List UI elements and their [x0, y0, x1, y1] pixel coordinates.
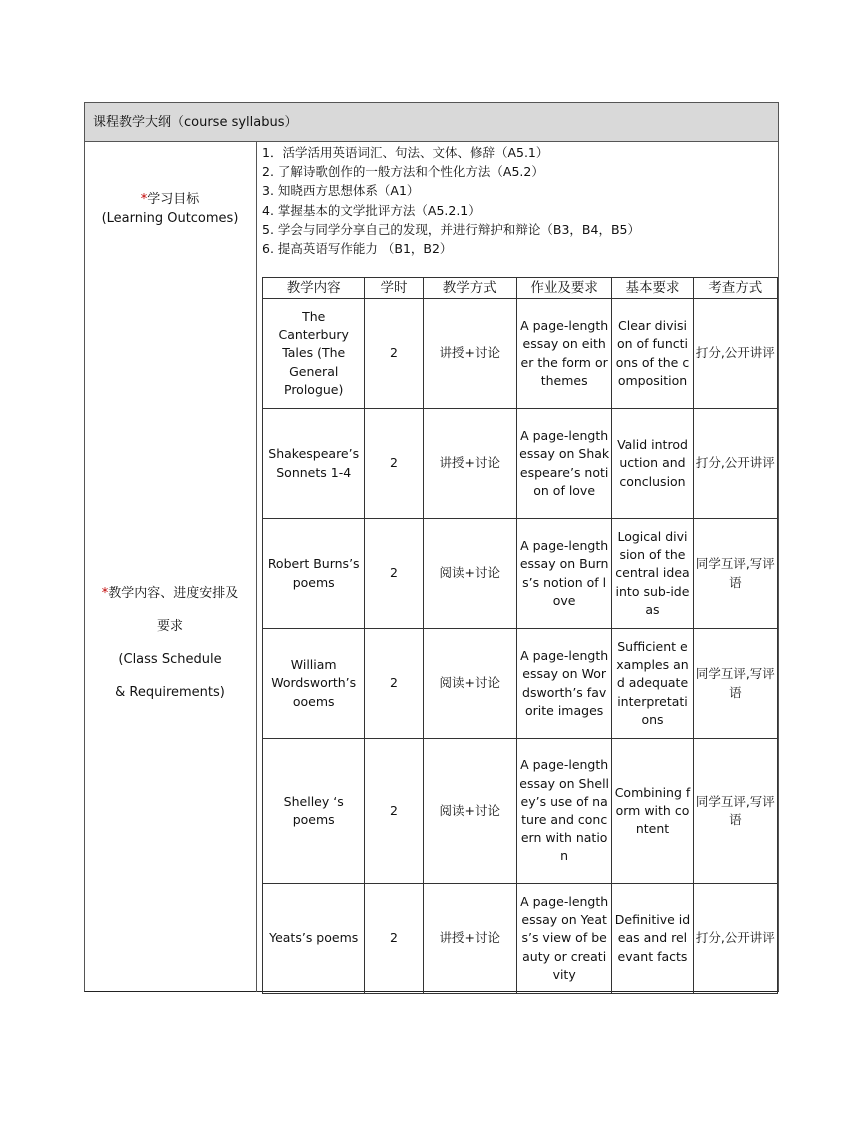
cell-method: 讲授+讨论	[423, 299, 516, 409]
outcome-item: 3. 知晓西方思想体系（A1）	[262, 183, 420, 199]
outcome-item: 5. 学会与同学分享自己的发现，并进行辩护和辩论（B3，B4，B5）	[262, 221, 640, 237]
learning-outcomes-label-en: (Learning Outcomes)	[101, 211, 239, 226]
learning-outcomes-label-cn: *学习目标	[140, 192, 200, 207]
outcome-item: 6. 提高英语写作能力 （B1，B2）	[262, 241, 453, 257]
cell-basic: Clear division of functions of the composition	[612, 299, 693, 409]
cell-assessment: 打分,公开讲评	[693, 299, 777, 409]
cell-hours: 2	[365, 629, 423, 739]
cell-hours: 2	[365, 519, 423, 629]
cell-assignment: A page-length essay on Burns’s notion of love	[516, 519, 611, 629]
cell-assessment: 打分,公开讲评	[693, 884, 777, 994]
cell-content: Robert Burns’s poems	[263, 519, 365, 629]
cell-method: 阅读+讨论	[423, 519, 516, 629]
cell-content: William Wordsworth’s ooems	[263, 629, 365, 739]
col-header-assessment: 考查方式	[693, 278, 777, 299]
cell-assessment: 打分,公开讲评	[693, 409, 777, 519]
col-header-hours: 学时	[365, 278, 423, 299]
cell-method: 讲授+讨论	[423, 409, 516, 519]
schedule-label-cn-2: 要求	[156, 619, 183, 634]
col-header-assignment: 作业及要求	[516, 278, 611, 299]
outcome-item: 4. 掌握基本的文学批评方法（A5.2.1）	[262, 202, 481, 218]
cell-hours: 2	[365, 884, 423, 994]
cell-assessment: 同学互评,写评语	[693, 629, 777, 739]
cell-content: Yeats’s poems	[263, 884, 365, 994]
cell-assignment: A page-length essay on Shelley’s use of nature and concern with nation	[516, 739, 611, 884]
outcome-item: 2. 了解诗歌创作的一般方法和个性化方法（A5.2）	[262, 164, 544, 180]
table-row	[263, 739, 778, 884]
table-row	[263, 519, 778, 629]
cell-method: 讲授+讨论	[423, 884, 516, 994]
col-header-basic: 基本要求	[612, 278, 693, 299]
schedule-label-cn-1: *教学内容、进度安排及	[101, 586, 239, 601]
schedule-label-en-2: & Requirements)	[115, 685, 225, 700]
cell-content: Shakespeare’s Sonnets 1-4	[263, 409, 365, 519]
table-row	[263, 409, 778, 519]
table-row	[263, 884, 778, 994]
table-header-row	[263, 278, 778, 299]
cell-hours: 2	[365, 739, 423, 884]
table-row	[263, 299, 778, 409]
cell-method: 阅读+讨论	[423, 739, 516, 884]
cell-assessment: 同学互评,写评语	[693, 739, 777, 884]
learning-outcomes-list	[262, 143, 772, 258]
learning-outcomes-label	[86, 190, 254, 228]
cell-assignment: A page-length essay on either the form or themes	[516, 299, 611, 409]
cell-assignment: A page-length essay on Yeats’s view of beauty or creativity	[516, 884, 611, 994]
cell-method: 阅读+讨论	[423, 629, 516, 739]
required-star: *	[140, 192, 148, 207]
cell-assignment: A page-length essay on Shakespeare’s notion of love	[516, 409, 611, 519]
required-star: *	[101, 586, 109, 601]
schedule-label	[86, 577, 254, 709]
col-header-content: 教学内容	[263, 278, 365, 299]
schedule-label-en-1: (Class Schedule	[118, 652, 222, 667]
cell-assessment: 同学互评,写评语	[693, 519, 777, 629]
cell-basic: Definitive ideas and relevant facts	[612, 884, 693, 994]
cell-basic: Logical division of the central idea into sub-ideas	[612, 519, 693, 629]
cell-hours: 2	[365, 299, 423, 409]
cell-content: The Canterbury Tales (The General Prologue)	[263, 299, 365, 409]
section-header	[84, 102, 779, 142]
cell-content: Shelley ‘s poems	[263, 739, 365, 884]
col-header-method: 教学方式	[423, 278, 516, 299]
column-divider	[256, 142, 257, 992]
cell-assignment: A page-length essay on Wordsworth’s favorite images	[516, 629, 611, 739]
cell-hours: 2	[365, 409, 423, 519]
outcome-item: 1．活学活用英语词汇、句法、文体、修辞（A5.1）	[262, 145, 549, 160]
cell-basic: Valid introduction and conclusion	[612, 409, 693, 519]
table-row	[263, 629, 778, 739]
section-title: 课程教学大纲（course syllabus）	[93, 115, 298, 130]
cell-basic: Combining form with content	[612, 739, 693, 884]
cell-basic: Sufficient examples and adequate interpretations	[612, 629, 693, 739]
schedule-table	[262, 277, 778, 994]
